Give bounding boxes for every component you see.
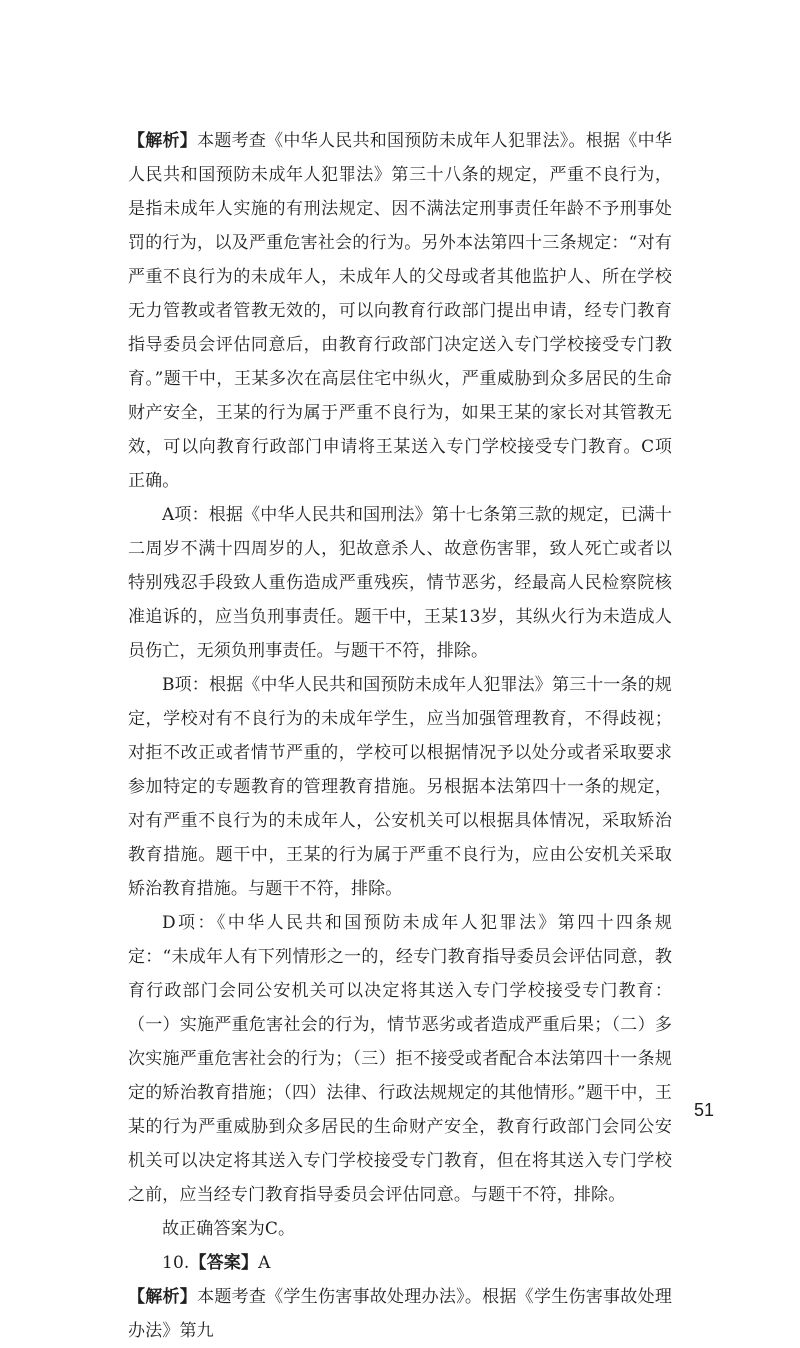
analysis-label: 【解析】: [128, 131, 198, 151]
question-number: 10.: [162, 1253, 190, 1273]
option-d-paragraph: D项：《中华人民共和国预防未成年人犯罪法》第四十四条规定：“未成年人有下列情形之一的，经专门教育指导委员会评估同意，教育行政部门会同公安机关可以决定将其送入专门学校接受专门教育：（一）实施严重危害社会的行为，情节恶劣或者造成严重后果；（二）多次实施严重危害社会的行为；（三）拒不接受或者配合本法第四十一条规定的矫治教育措施；（四）法律、行政法规规定的其他情形。”题干中，王某的行为严重威胁到众多居民的生命财产安全，教育行政部门会同公安机关可以决定将其送入专门学校接受专门教育，但在将其送入专门学校之前，应当经专门教育指导委员会评估同意。与题干不符，排除。: [128, 913, 672, 1205]
answer-label: 【答案】: [189, 1253, 259, 1273]
analysis-paragraph-q10: [128, 1280, 672, 1348]
analysis-text: 本题考查《学生伤害事故处理办法》。根据《学生伤害事故处理办法》第九: [128, 1287, 672, 1341]
correct-answer-statement: 故正确答案为C。: [162, 1219, 296, 1239]
analysis-label: 【解析】: [128, 1287, 198, 1307]
answer-explanation-body: [128, 124, 672, 1348]
analysis-text: 本题考查《中华人民共和国预防未成年人犯罪法》。根据《中华人民共和国预防未成年人犯罪法》第三十八条的规定，严重不良行为，是指未成年人实施的有刑法规定、因不满法定刑事责任年龄不予刑事处罚的行为，以及严重危害社会的行为。另外本法第四十三条规定：“对有严重不良行为的未成年人，未成年人的父母或者其他监护人、所在学校无力管教或者管教无效的，可以向教育行政部门提出申请，经专门教育指导委员会评估同意后，由教育行政部门决定送入专门学校接受专门教育。”题干中，王某多次在高层住宅中纵火，严重威胁到众多居民的生命财产安全，王某的行为属于严重不良行为，如果王某的家长对其管教无效，可以向教育行政部门申请将王某送入专门学校接受专门教育。C项正确。: [128, 131, 672, 491]
analysis-paragraph-q9: [128, 124, 672, 498]
page-number: 51: [693, 1100, 714, 1120]
option-b-paragraph: B项：根据《中华人民共和国预防未成年人犯罪法》第三十一条的规定，学校对有不良行为的未成年学生，应当加强管理教育，不得歧视；对拒不改正或者情节严重的，学校可以根据情况予以处分或者采取要求参加特定的专题教育的管理教育措施。另根据本法第四十一条的规定，对有严重不良行为的未成年人，公安机关可以根据具体情况，采取矫治教育措施。题干中，王某的行为属于严重不良行为，应由公安机关采取矫治教育措施。与题干不符，排除。: [128, 675, 672, 899]
option-a-paragraph: A项：根据《中华人民共和国刑法》第十七条第三款的规定，已满十二周岁不满十四周岁的人，犯故意杀人、故意伤害罪，致人死亡或者以特别残忍手段致人重伤造成严重残疾，情节恶劣，经最高人民检察院核准追诉的，应当负刑事责任。题干中，王某13岁，其纵火行为未造成人员伤亡，无须负刑事责任。与题干不符，排除。: [128, 505, 672, 661]
answer-value: A: [258, 1253, 271, 1273]
question-10-answer: [128, 1246, 672, 1280]
